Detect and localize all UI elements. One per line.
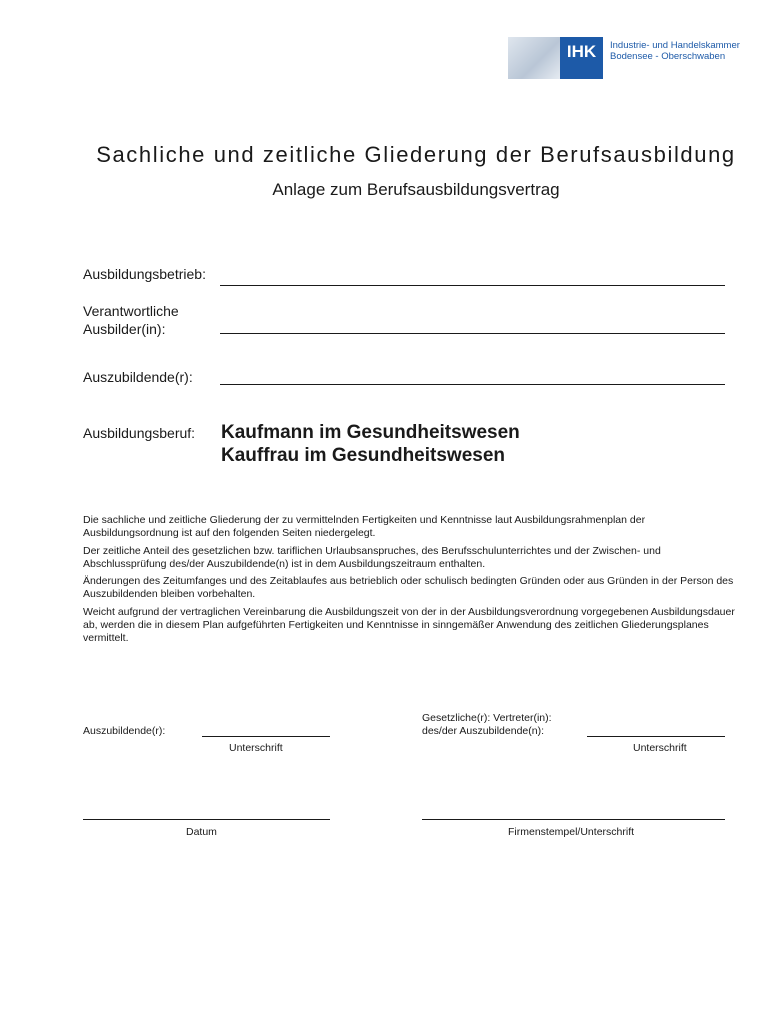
chamber-name-line2: Bodensee - Oberschwaben: [610, 51, 726, 62]
beruf-value-1: Kaufmann im Gesundheitswesen: [221, 422, 520, 443]
sig-vertreter-label-1: Gesetzliche(r): Vertreter(in):: [422, 712, 552, 724]
ausbilder-label-1: Verantwortliche: [83, 303, 179, 319]
datum-caption: Datum: [186, 826, 217, 838]
datum-line[interactable]: [83, 819, 330, 820]
sig-azubi-line[interactable]: [202, 736, 330, 737]
sig-azubi-label: Auszubildende(r):: [83, 725, 166, 737]
chamber-name: [610, 40, 740, 62]
ausbilder-label-2: Ausbilder(in):: [83, 321, 166, 337]
firmenstempel-line[interactable]: [422, 819, 725, 820]
page-title: Sachliche und zeitliche Gliederung der Berufsausbildung: [96, 142, 736, 167]
sig-vertreter-line[interactable]: [587, 736, 725, 737]
firmenstempel-caption: Firmenstempel/Unterschrift: [508, 826, 635, 838]
sig-vertreter-caption: Unterschrift: [633, 742, 687, 754]
paragraph-gliederung: Die sachliche und zeitliche Gliederung der zu vermittelnden Fertigkeiten und Kenntnisse laut Ausbildungsrahmenplan der Ausbildungsordnung ist auf den folgenden Seiten niedergelegt.: [83, 514, 646, 539]
azubi-label: Auszubildende(r):: [83, 369, 193, 385]
azubi-field[interactable]: [220, 384, 725, 385]
paragraph-aenderungen: Änderungen des Zeitumfanges und des Zeitablaufes aus betrieblich oder schulisch bedingten Gründen oder aus Gründen in der Person des Auszubildenden bleiben vorbehalten.: [83, 575, 734, 600]
page-subtitle: Anlage zum Berufsausbildungsvertrag: [272, 180, 560, 199]
chamber-name-line1: Industrie- und Handelskammer: [610, 40, 740, 51]
ausbilder-field[interactable]: [220, 333, 725, 334]
betrieb-field[interactable]: [220, 285, 725, 286]
paragraph-ausbildungszeit: Weicht aufgrund der vertraglichen Vereinbarung die Ausbildungszeit von der in der Ausbildungsverordnung vorgegebenen Ausbildungsdauer ab, werden die in diesem Plan aufgeführten Fertigkeiten und Kenntnisse in sinngemäßer Anwendung des zeitlichen Gliederungsplanes vermittelt.: [83, 606, 735, 644]
sig-vertreter-label-2: des/der Auszubildende(n):: [422, 725, 544, 737]
beruf-label: Ausbildungsberuf:: [83, 425, 196, 441]
beruf-value-2: Kauffrau im Gesundheitswesen: [221, 445, 506, 466]
betrieb-label: Ausbildungsbetrieb:: [83, 266, 206, 282]
ihk-logo: IHK: [560, 37, 603, 79]
sig-azubi-caption: Unterschrift: [229, 742, 283, 754]
paragraph-urlaub: Der zeitliche Anteil des gesetzlichen bzw. tariflichen Urlaubsanspruches, des Berufsschulunterrichtes und der Zwischen- und Abschlussprüfung des/der Auszubildende(n) ist in dem Ausbildungszeitraum enthalten.: [83, 545, 661, 570]
